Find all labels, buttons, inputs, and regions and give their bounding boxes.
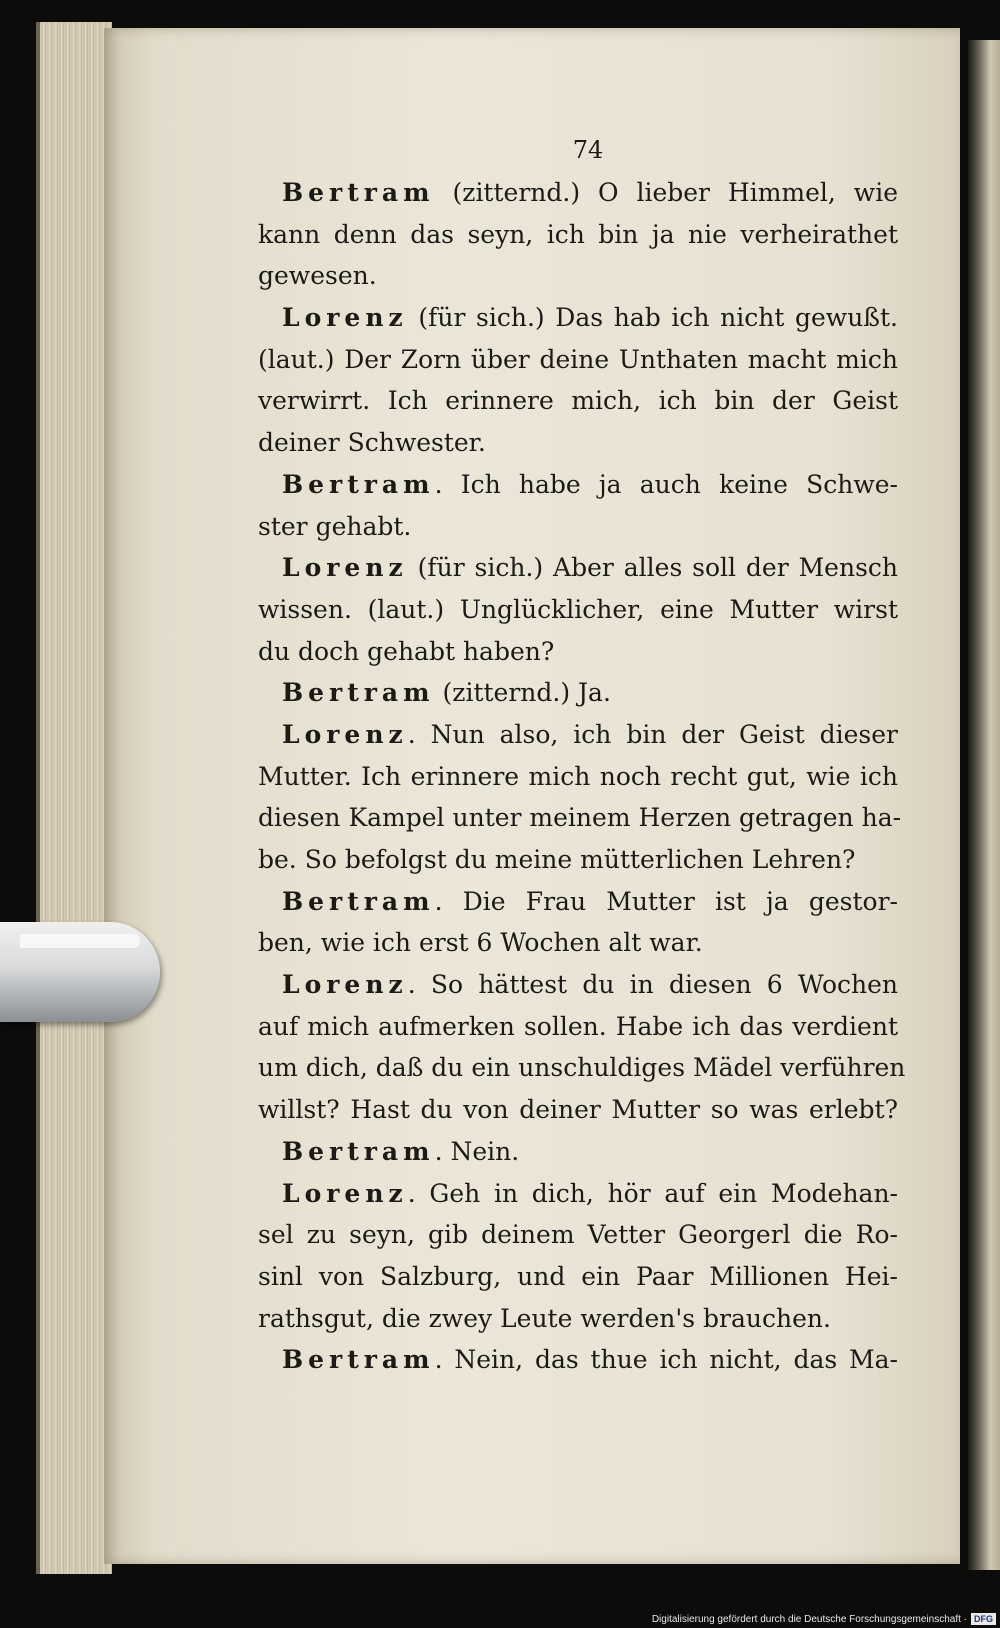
line-text: verwirrt. Ich erinnere mich, ich bin der Geist bbox=[258, 386, 898, 416]
speaker-name: Bertram bbox=[282, 678, 435, 708]
line-text: wissen. (laut.) Unglücklicher, eine Mutter wirst bbox=[258, 594, 898, 624]
text-line bbox=[258, 1298, 898, 1340]
line-text: be. So befolgst du meine mütterlichen Lehren? bbox=[258, 845, 856, 874]
page-clip-highlight bbox=[20, 934, 140, 948]
text-line bbox=[258, 547, 898, 589]
line-text: du doch gehabt haben? bbox=[258, 636, 555, 666]
speaker-name: Lorenz bbox=[282, 1178, 408, 1208]
text-line bbox=[258, 339, 898, 381]
text-line bbox=[258, 881, 898, 923]
line-text: . Ich habe ja auch keine Schwe- bbox=[434, 469, 898, 499]
credit-text: Digitalisierung gefördert durch die Deutsche Forschungsgemeinschaft · bbox=[651, 1614, 967, 1625]
text-line bbox=[258, 797, 902, 839]
line-text: deiner Schwester. bbox=[258, 428, 486, 458]
speaker-name: Lorenz bbox=[282, 970, 408, 1000]
speaker-name: Bertram bbox=[282, 886, 435, 916]
text-line bbox=[258, 714, 898, 756]
digitization-credit bbox=[560, 1612, 1000, 1628]
text-line bbox=[258, 464, 898, 506]
line-text: sel zu seyn, gib deinem Vetter Georgerl die Ro- bbox=[258, 1220, 898, 1250]
line-text: ster gehabt. bbox=[258, 511, 412, 541]
line-text: auf mich aufmerken sollen. Habe ich das verdient bbox=[258, 1011, 898, 1041]
line-text: . Geh in dich, hör auf ein Modehan- bbox=[407, 1178, 898, 1208]
text-lines bbox=[258, 172, 906, 1381]
text-line bbox=[258, 172, 898, 214]
text-line bbox=[258, 839, 898, 881]
text-line bbox=[258, 964, 898, 1006]
line-text: . Nein, das thue ich nicht, das Ma- bbox=[434, 1345, 898, 1375]
text-line bbox=[258, 756, 898, 798]
line-text: (zitternd.) O lieber Himmel, wie bbox=[434, 178, 898, 207]
line-text: (für sich.) Das hab ich nicht gewußt. bbox=[407, 303, 898, 333]
text-line bbox=[258, 214, 898, 256]
line-text: . Nein. bbox=[434, 1136, 520, 1166]
text-line bbox=[258, 255, 898, 297]
text-line bbox=[258, 1214, 898, 1256]
text-line bbox=[258, 380, 898, 422]
text-line bbox=[258, 922, 898, 964]
speaker-name: Bertram bbox=[282, 178, 435, 207]
line-text: sinl von Salzburg, und ein Paar Millionen Hei- bbox=[258, 1261, 898, 1291]
line-text: (für sich.) Aber alles soll der Mensch bbox=[407, 553, 898, 583]
text-line bbox=[258, 422, 898, 464]
line-text: . So hättest du in diesen 6 Wochen bbox=[407, 970, 898, 1000]
line-text: diesen Kampel unter meinem Herzen getragen ha- bbox=[258, 803, 902, 833]
speaker-name: Lorenz bbox=[282, 719, 408, 749]
text-line bbox=[258, 506, 898, 548]
text-line bbox=[258, 1256, 898, 1298]
text-line bbox=[258, 1089, 898, 1131]
text-line bbox=[258, 1006, 898, 1048]
line-text: willst? Hast du von deiner Mutter so was erlebt? bbox=[258, 1095, 898, 1125]
speaker-name: Bertram bbox=[282, 1345, 435, 1375]
line-text: Mutter. Ich erinnere mich noch recht gut, wie ich bbox=[258, 761, 898, 791]
line-text: (laut.) Der Zorn über deine Unthaten macht mich bbox=[258, 344, 898, 374]
book-page-stack bbox=[36, 22, 112, 1574]
text-line bbox=[258, 1131, 898, 1173]
page-text bbox=[258, 128, 906, 1381]
dfg-logo: DFG bbox=[971, 1613, 996, 1625]
line-text: um dich, daß du ein unschuldiges Mädel verführen bbox=[258, 1053, 906, 1083]
line-text: gewesen. bbox=[258, 261, 377, 291]
line-text: (zitternd.) Ja. bbox=[434, 678, 611, 708]
line-text: kann denn das seyn, ich bin ja nie verheirathet bbox=[258, 219, 898, 249]
page-number: 74 bbox=[572, 136, 604, 164]
text-line bbox=[258, 1339, 898, 1381]
speaker-name: Lorenz bbox=[282, 553, 408, 583]
text-line bbox=[258, 297, 898, 339]
text-line bbox=[258, 672, 898, 714]
speaker-name: Bertram bbox=[282, 1136, 435, 1166]
line-text: rathsgut, die zwey Leute werden's brauchen. bbox=[258, 1303, 831, 1333]
line-text: . Nun also, ich bin der Geist dieser bbox=[407, 719, 898, 749]
speaker-name: Lorenz bbox=[282, 303, 408, 333]
text-line bbox=[258, 589, 898, 631]
text-line bbox=[258, 1173, 898, 1215]
adjacent-page-edge bbox=[968, 40, 1000, 1570]
line-text: . Die Frau Mutter ist ja gestor- bbox=[434, 886, 898, 916]
text-line bbox=[258, 1047, 906, 1089]
speaker-name: Bertram bbox=[282, 469, 435, 499]
text-line bbox=[258, 631, 898, 673]
line-text: ben, wie ich erst 6 Wochen alt war. bbox=[258, 928, 703, 958]
